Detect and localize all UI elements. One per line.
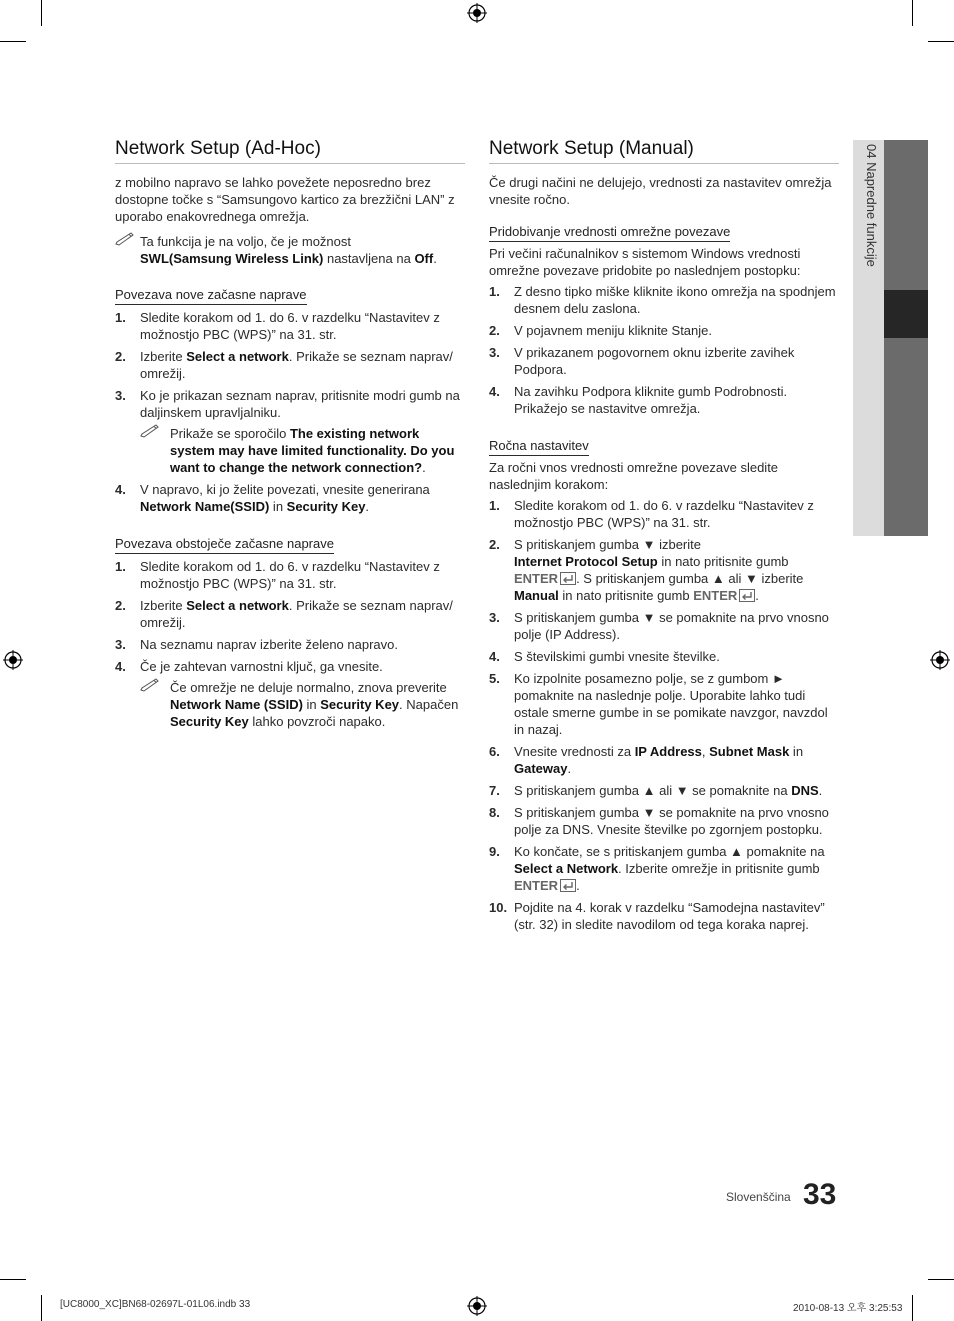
step-number: 4. bbox=[115, 482, 126, 497]
enter-key bbox=[514, 570, 576, 587]
subheading: Pridobivanje vrednosti omrežne povezave bbox=[489, 224, 730, 242]
step-bold: Select a Network bbox=[514, 861, 619, 876]
note-text: . Napačen bbox=[399, 697, 459, 712]
step-list bbox=[489, 497, 839, 933]
enter-label: ENTER bbox=[514, 878, 559, 893]
step-bold: IP Address bbox=[634, 744, 702, 759]
crop-mark bbox=[41, 0, 42, 26]
step-text: Izberite bbox=[140, 349, 187, 364]
note-bold: Security Key bbox=[320, 697, 400, 712]
step-list bbox=[489, 283, 839, 417]
page-number: 33 bbox=[803, 1178, 837, 1211]
step-text: Vnesite vrednosti za bbox=[514, 744, 635, 759]
enter-icon bbox=[560, 879, 576, 892]
lead-text: Pri večini računalnikov s sistemom Windows vrednosti omrežne povezave pridobite po naslednjem postopku: bbox=[489, 246, 801, 278]
step-number: 7. bbox=[489, 783, 500, 798]
footer-language: Slovenščina bbox=[726, 1190, 791, 1204]
pencil-note-icon bbox=[140, 678, 160, 692]
step-list bbox=[115, 558, 465, 730]
lead-text: Za ročni vnos vrednosti omrežne povezave sledite naslednjim korakom: bbox=[489, 460, 779, 492]
note-bold: SWL(Samsung Wireless Link) bbox=[140, 251, 324, 266]
page-footer bbox=[726, 1180, 839, 1212]
list-item bbox=[489, 648, 839, 665]
step-text: V prikazanem pogovornem oknu izberite zavihek Podpora. bbox=[514, 345, 795, 377]
intro-text: z mobilno napravo se lahko povežete neposredno brez dostopne točke s “Samsungovo kartico za brezžični LAN” z uporabo enakovrednega omrežja. bbox=[115, 175, 455, 224]
note-bold: Security Key bbox=[170, 714, 249, 729]
step-list bbox=[115, 309, 465, 515]
list-item bbox=[115, 558, 465, 592]
note-text: in bbox=[302, 697, 321, 712]
note-text: lahko povzroči napako. bbox=[248, 714, 386, 729]
step-text: V pojavnem meniju kliknite Stanje. bbox=[514, 323, 712, 338]
step-number: 2. bbox=[489, 323, 500, 338]
step-bold: Gateway bbox=[514, 761, 568, 776]
step-text: Z desno tipko miške kliknite ikono omrežja na spodnjem desnem delu zaslona. bbox=[514, 284, 836, 316]
step-number: 4. bbox=[489, 649, 500, 664]
list-item bbox=[489, 383, 839, 417]
note-bold: The existing network system may have limited functionality. Do you want to change the network connection? bbox=[170, 426, 455, 475]
step-text: . Izberite omrežje in pritisnite gumb bbox=[618, 861, 820, 876]
step-text: in nato pritisnite gumb bbox=[657, 554, 789, 569]
step-number: 3. bbox=[115, 637, 126, 652]
list-item bbox=[115, 348, 465, 382]
step-number: 1. bbox=[115, 559, 126, 574]
enter-icon bbox=[560, 572, 576, 585]
crop-mark bbox=[928, 41, 954, 42]
note-text: . bbox=[433, 251, 437, 266]
step-number: 2. bbox=[489, 537, 500, 552]
step-number: 2. bbox=[115, 598, 126, 613]
step-text: Če je zahtevan varnostni ključ, ga vnesite. bbox=[140, 659, 383, 674]
step-text: S številskimi gumbi vnesite številke. bbox=[514, 649, 720, 664]
enter-key bbox=[514, 877, 576, 894]
side-tab-active-marker bbox=[884, 290, 928, 338]
step-bold: Select a network bbox=[186, 349, 289, 364]
list-item bbox=[489, 344, 839, 378]
step-text: Pojdite na 4. korak v razdelku “Samodejna nastavitev” (str. 32) in sledite navodilom od tega koraka naprej. bbox=[514, 900, 825, 932]
enter-label: ENTER bbox=[693, 588, 738, 603]
list-item bbox=[115, 309, 465, 343]
pencil-note-icon bbox=[115, 232, 135, 246]
step-text: Ko je prikazan seznam naprav, pritisnite modri gumb na daljinskem upravljalniku. bbox=[140, 388, 460, 420]
intro-text: Če drugi načini ne delujejo, vrednosti za nastavitev omrežja vnesite ročno. bbox=[489, 175, 832, 207]
list-item bbox=[489, 804, 839, 838]
step-text: in nato pritisnite gumb bbox=[558, 588, 694, 603]
note-bold: Off bbox=[414, 251, 434, 266]
step-number: 1. bbox=[115, 310, 126, 325]
list-item bbox=[489, 536, 839, 604]
step-text: S pritiskanjem gumba ▼ se pomaknite na prvo vnosno polje za DNS. Vnesite številke po zgornjem postopku. bbox=[514, 805, 829, 837]
list-item bbox=[115, 597, 465, 631]
step-bold: Subnet Mask bbox=[709, 744, 790, 759]
note-text: . bbox=[422, 460, 426, 475]
step-text: Sledite korakom od 1. do 6. v razdelku “Nastavitev z možnostjo PBC (WPS)” na 31. str. bbox=[514, 498, 814, 530]
note-text: nastavljena na bbox=[323, 251, 415, 266]
list-item bbox=[115, 658, 465, 730]
registration-mark-icon bbox=[467, 3, 487, 23]
note-text: Ta funkcija je na voljo, če je možnost bbox=[140, 234, 351, 249]
step-bold: Select a network bbox=[186, 598, 289, 613]
step-number: 3. bbox=[489, 345, 500, 360]
list-item bbox=[489, 283, 839, 317]
step-number: 5. bbox=[489, 671, 500, 686]
step-text: . bbox=[365, 499, 370, 514]
subheading: Povezava obstoječe začasne naprave bbox=[115, 536, 334, 554]
crop-mark bbox=[41, 1295, 42, 1321]
registration-mark-icon bbox=[930, 650, 950, 670]
step-text: . bbox=[567, 761, 572, 776]
step-number: 2. bbox=[115, 349, 126, 364]
step-text: Ko končate, se s pritiskanjem gumba ▲ pomaknite na bbox=[514, 844, 825, 859]
note bbox=[115, 233, 465, 267]
crop-mark bbox=[0, 41, 26, 42]
step-text: Izberite bbox=[140, 598, 187, 613]
crop-mark bbox=[928, 1279, 954, 1280]
step-text: . bbox=[818, 783, 823, 798]
step-number: 6. bbox=[489, 744, 500, 759]
registration-mark-icon bbox=[3, 650, 23, 670]
step-text: . S pritiskanjem gumba ▲ ali ▼ izberite bbox=[576, 571, 804, 586]
section-title-manual: Network Setup (Manual) bbox=[489, 138, 839, 164]
step-text: Sledite korakom od 1. do 6. v razdelku “Nastavitev z možnostjo PBC (WPS)” na 31. str. bbox=[140, 310, 440, 342]
enter-key bbox=[693, 587, 755, 604]
list-item bbox=[489, 743, 839, 777]
step-bold: Manual bbox=[514, 588, 559, 603]
right-column bbox=[489, 138, 839, 938]
note bbox=[140, 679, 465, 730]
step-number: 8. bbox=[489, 805, 500, 820]
list-item bbox=[489, 899, 839, 933]
print-slug-file: [UC8000_XC]BN68-02697L-01L06.indb 33 bbox=[60, 1299, 251, 1310]
crop-mark bbox=[912, 1295, 913, 1321]
step-bold: Security Key bbox=[286, 499, 366, 514]
chapter-side-tab bbox=[853, 140, 928, 536]
step-text: . bbox=[755, 588, 759, 603]
step-text: in bbox=[269, 499, 287, 514]
step-text: S pritiskanjem gumba ▼ se pomaknite na prvo vnosno polje (IP Address). bbox=[514, 610, 829, 642]
note-text: Če omrežje ne deluje normalno, znova preverite bbox=[170, 680, 447, 695]
step-text: . Prikaže se seznam naprav/ omrežij. bbox=[140, 598, 453, 630]
step-text: S pritiskanjem gumba ▼ izberite bbox=[514, 537, 701, 552]
step-number: 3. bbox=[115, 388, 126, 403]
crop-mark bbox=[912, 0, 913, 26]
step-text: Sledite korakom od 1. do 6. v razdelku “Nastavitev z možnostjo PBC (WPS)” na 31. str. bbox=[140, 559, 440, 591]
list-item bbox=[115, 636, 465, 653]
step-text: S pritiskanjem gumba ▲ ali ▼ se pomaknite na bbox=[514, 783, 792, 798]
enter-icon bbox=[739, 589, 755, 602]
section-title-adhoc: Network Setup (Ad-Hoc) bbox=[115, 138, 465, 164]
list-item bbox=[489, 322, 839, 339]
note bbox=[140, 425, 465, 476]
subheading: Povezava nove začasne naprave bbox=[115, 287, 307, 305]
list-item bbox=[489, 670, 839, 738]
step-text: Na seznamu naprav izberite želeno napravo. bbox=[140, 637, 398, 652]
left-column bbox=[115, 138, 465, 735]
list-item bbox=[489, 497, 839, 531]
enter-label: ENTER bbox=[514, 571, 559, 586]
list-item bbox=[489, 609, 839, 643]
step-number: 4. bbox=[115, 659, 126, 674]
step-bold: DNS bbox=[791, 783, 819, 798]
step-number: 4. bbox=[489, 384, 500, 399]
step-number: 1. bbox=[489, 284, 500, 299]
step-text: , bbox=[701, 744, 710, 759]
step-number: 3. bbox=[489, 610, 500, 625]
step-number: 1. bbox=[489, 498, 500, 513]
step-text: V napravo, ki jo želite povezati, vnesite generirana bbox=[140, 482, 430, 497]
side-tab-bar bbox=[884, 140, 928, 536]
print-slug-date: 2010-08-13 오후 3:25:53 bbox=[793, 1303, 903, 1314]
step-number: 9. bbox=[489, 844, 500, 859]
step-text: in bbox=[789, 744, 804, 759]
pencil-note-icon bbox=[140, 424, 160, 438]
step-text: Na zavihku Podpora kliknite gumb Podrobnosti. Prikažejo se nastavitve omrežja. bbox=[514, 384, 788, 416]
step-bold: Internet Protocol Setup bbox=[514, 554, 658, 569]
subheading: Ročna nastavitev bbox=[489, 438, 589, 456]
list-item bbox=[489, 843, 839, 894]
chapter-label: 04 Napredne funkcije bbox=[864, 144, 879, 267]
list-item bbox=[115, 481, 465, 515]
step-bold: Network Name(SSID) bbox=[140, 499, 270, 514]
list-item bbox=[115, 387, 465, 476]
step-text: . Prikaže se seznam naprav/ omrežij. bbox=[140, 349, 453, 381]
list-item bbox=[489, 782, 839, 799]
note-text: Prikaže se sporočilo bbox=[170, 426, 290, 441]
step-text: . bbox=[576, 878, 580, 893]
step-number: 10. bbox=[489, 900, 508, 915]
note-bold: Network Name (SSID) bbox=[170, 697, 303, 712]
registration-mark-icon bbox=[467, 1296, 487, 1316]
crop-mark bbox=[0, 1279, 26, 1280]
step-text: Ko izpolnite posamezno polje, se z gumbom ► pomaknite na naslednje polje. Uporabite lahko tudi ostale smerne gumbe in se pomikate navzgor, navzdol in nazaj. bbox=[514, 671, 828, 737]
